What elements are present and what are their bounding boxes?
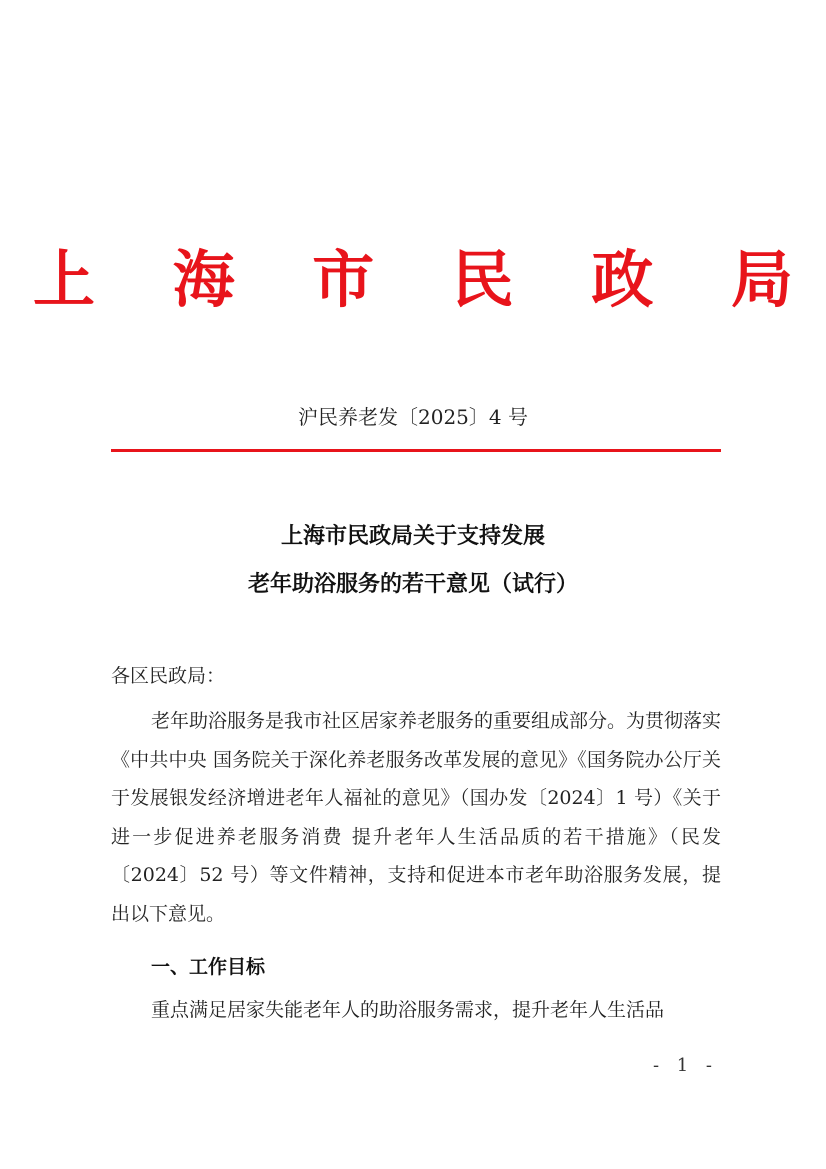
document-title-line-1: 上海市民政局关于支持发展: [280, 524, 545, 549]
issuer-masthead: 上 海 市 民 政 局: [33, 243, 821, 316]
document-number: 沪民养老发〔2025〕4 号: [298, 405, 528, 429]
red-divider-line: [111, 449, 721, 452]
document-title-line-2: 老年助浴服务的若干意见（试行）: [247, 572, 578, 597]
goals-paragraph: 重点满足居家失能老年人的助浴服务需求，提升老年人生活品: [151, 999, 665, 1021]
section-heading-goals: 一、工作目标: [151, 956, 266, 978]
page-number: - 1 -: [652, 1055, 718, 1076]
salutation: 各区民政局：: [111, 665, 226, 687]
intro-paragraph: 老年助浴服务是我市社区居家养老服务的重要组成部分。为贯彻落实《中共中央 国务院关于深化养老服务改革发展的意见》《国务院办公厅关于发展银发经济增进老年人福祉的意见》（国办发〔2024〕1 号）《关于进一步促进养老服务消费 提升老年人生活品质的若干措施》（民发〔2024〕52 号）等文件精神，支持和促进本市老年助浴服务发展，提出以下意见。: [111, 710, 722, 925]
